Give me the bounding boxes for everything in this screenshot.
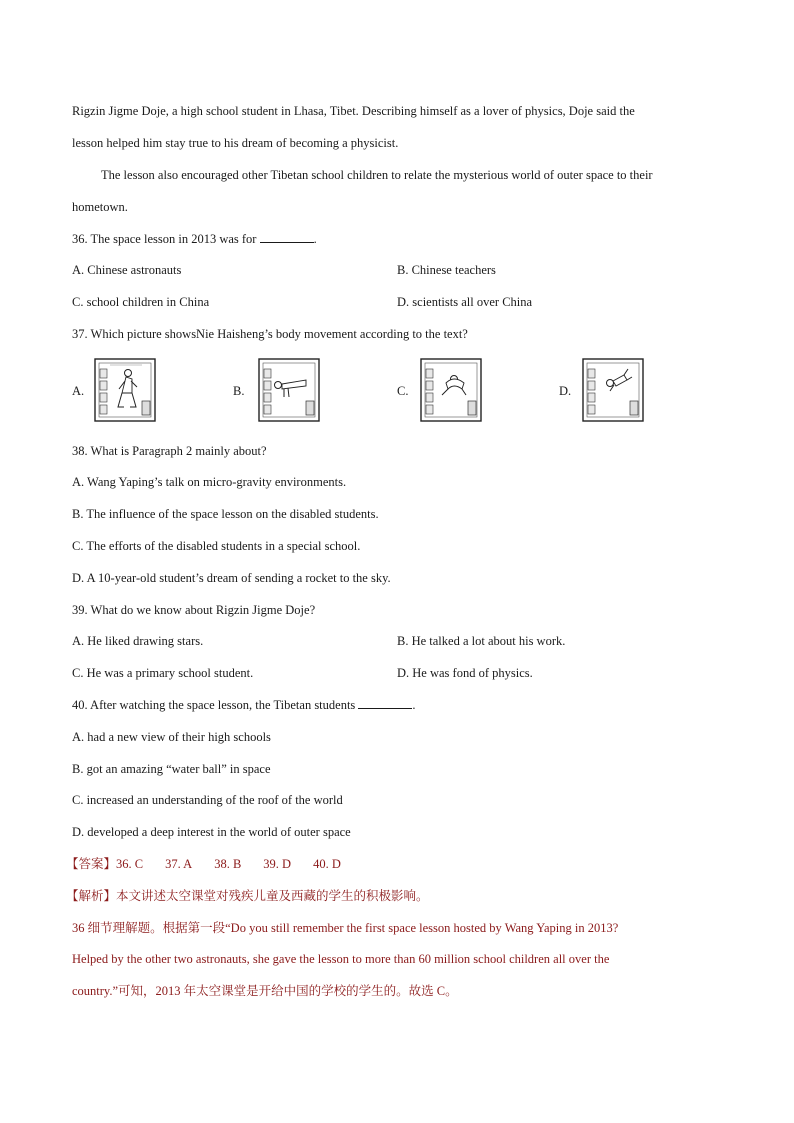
question-40-option-d: D. developed a deep interest in the world of outer space [72,825,351,839]
question-39-stem: 39. What do we know about Rigzin Jigme Doje? [72,603,316,617]
answer-tag: 【答案】 [66,857,117,871]
passage-line-2: lesson helped him stay true to his dream of becoming a physicist. [72,136,399,150]
question-39-option-a: A. He liked drawing stars. [72,634,204,648]
analysis-line-2: Helped by the other two astronauts, she gave the lesson to more than 60 million school children all over the [72,952,610,966]
question-36-option-d: D. scientists all over China [397,295,533,309]
question-36-stem: 36. The space lesson in 2013 was for . [72,232,317,246]
passage-line-3: The lesson also encouraged other Tibetan school children to relate the mysterious world of outer space to their [101,168,653,182]
answer-item: 38. B [214,857,242,871]
analysis-line-3: country.”可知，2013 年太空课堂是开给中国的学校的学生的。故选 C。 [72,984,458,998]
question-38-option-a: A. Wang Yaping’s talk on micro-gravity environments. [72,475,347,489]
question-38-stem: 38. What is Paragraph 2 mainly about? [72,444,267,458]
answer-blank [260,232,314,243]
analysis-summary: 【解析】本文讲述太空课堂对残疾儿童及西藏的学生的积极影响。 [66,889,429,903]
passage-line-1: Rigzin Jigme Doje, a high school student in Lhasa, Tibet. Describing himself as a lover of physics, Doje said the [72,104,635,118]
answer-item: 40. D [313,857,341,871]
astronaut-floating-pushup-figure-icon [256,357,322,423]
analysis-line-1: 36 细节理解题。根据第一段“Do you still remember the first space lesson hosted by Wang Yaping in 2013? [72,921,619,935]
question-39-option-c: C. He was a primary school student. [72,666,254,680]
passage-line-4: hometown. [72,200,128,214]
astronaut-tumbling-figure-icon [418,357,484,423]
question-37-stem: 37. Which picture showsNie Haisheng’s body movement according to the text? [72,327,468,341]
question-40-stem: 40. After watching the space lesson, the Tibetan students . [72,698,416,712]
astronaut-upside-down-figure-icon [580,357,646,423]
astronaut-sitting-figure-icon [92,357,158,423]
question-40-option-c: C. increased an understanding of the roof of the world [72,793,343,807]
analysis-tag: 【解析】 [66,889,117,903]
question-38-option-c: C. The efforts of the disabled students in a special school. [72,539,361,553]
answer-blank [358,698,412,709]
answer-key [66,856,341,872]
question-37-option-d: D. [559,384,572,398]
question-38-option-b: B. The influence of the space lesson on the disabled students. [72,507,379,521]
question-39-option-d: D. He was fond of physics. [397,666,533,680]
answer-item: 37. A [165,857,193,871]
question-40-option-a: A. had a new view of their high schools [72,730,271,744]
question-39-option-b: B. He talked a lot about his work. [397,634,566,648]
question-38-option-d: D. A 10-year-old student’s dream of sending a rocket to the sky. [72,571,391,585]
answer-item: 36. C [116,857,144,871]
question-36-option-c: C. school children in China [72,295,210,309]
question-37-option-c: C. [397,384,409,398]
question-37-option-b: B. [233,384,245,398]
question-36-option-a: A. Chinese astronauts [72,263,182,277]
question-36-option-b: B. Chinese teachers [397,263,496,277]
question-37-option-a: A. [72,384,85,398]
answer-item: 39. D [263,857,292,871]
question-40-option-b: B. got an amazing “water ball” in space [72,762,271,776]
